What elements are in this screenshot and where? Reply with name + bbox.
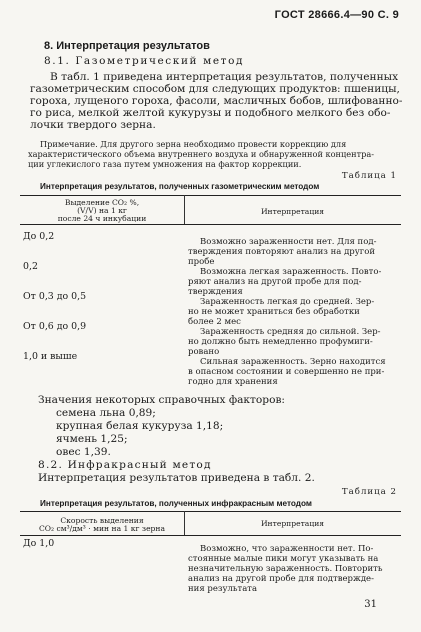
table-1-row-text: Сильная зараженность. Зерно находится: [200, 357, 386, 367]
table-1-row-value: 1,0 и выше: [23, 351, 78, 362]
section-8-title: 8. Интерпретация результатов: [44, 40, 210, 52]
table-1-row-text: ряют анализ на другой пробе для под-: [188, 277, 362, 287]
table-1-row-value: От 0,3 до 0,5: [23, 291, 87, 302]
table-2-caption: Интерпретация результатов, полученных инфракрасным методом: [40, 499, 312, 508]
table-1-row-value: От 0,6 до 0,9: [23, 321, 87, 332]
table-1-col1-header-line: после 24 ч инкубации: [57, 214, 147, 223]
table-2-row-text: Возможно, что зараженности нет. По-: [200, 544, 374, 554]
table-1-col1-header-line: (V/V) на 1 кг: [77, 206, 127, 215]
table-2-col1-header-line: CO₂ см³/дм³ · мин на 1 кг зерна: [38, 524, 166, 533]
table-2-col1-header-line: Скорость выделения: [60, 516, 144, 525]
table-1-row-text: тверждения повторяют анализ на другой: [188, 247, 375, 257]
factor-item: крупная белая кукуруза 1,18;: [56, 420, 224, 432]
table-1-row-text: Возможно зараженности нет. Для под-: [200, 237, 377, 247]
table-2-label: Таблица 2: [341, 487, 397, 497]
table-1-col1-header-line: Выделение CO₂ %,: [64, 198, 140, 207]
paragraph-line: лочки твердого зерна.: [30, 119, 156, 131]
table-1-label: Таблица 1: [341, 171, 397, 181]
table-1-row-value: До 0,2: [23, 231, 55, 242]
table-1-row-text: годно для хранения: [188, 377, 278, 387]
page-number: 31: [364, 599, 377, 610]
table-1-row-text: в опасном состоянии и совершенно не при-: [188, 367, 385, 377]
table-1-row-text: пробе: [188, 257, 215, 267]
table-1-top-rule: [20, 195, 401, 196]
table-1-caption: Интерпретация результатов, полученных газометрическим методом: [40, 182, 320, 191]
table-2-header-rule: [20, 535, 401, 536]
note-line: характеристического объема внутреннего воздуха и обнаруженной концентра-: [28, 149, 374, 159]
paragraph-line: го риса, мелкой желтой кукурузы и подобного мелкого без обо-: [30, 107, 391, 119]
table-1-row-text: Зараженность легкая до средней. Зер-: [200, 297, 375, 307]
table-2-row-value: До 1,0: [23, 538, 55, 549]
table-1-row-text: ровано: [188, 347, 220, 357]
table-2-row-text: стоянные малые пики могут указывать на: [188, 554, 379, 564]
note-line: Примечание. Для другого зерна необходимо провести коррекцию для: [40, 139, 347, 149]
table-2-row-text: ния результата: [188, 584, 258, 594]
table-2-row-text: анализ на другой пробе для подтвержде-: [188, 574, 374, 584]
note-line: ции углекислого газа путем умножения на фактор коррекции.: [28, 159, 302, 169]
table-1-row-text: но должно быть немедленно профумиги-: [188, 337, 373, 347]
table-1-row-text: более 2 мес: [188, 317, 241, 327]
factor-item: семена льна 0,89;: [56, 407, 156, 419]
table-2-top-rule: [20, 511, 401, 512]
factors-intro: Значения некоторых справочных факторов:: [38, 394, 285, 406]
paragraph-line: гороха, лущеного гороха, фасоли, масличных бобов, шлифованно-: [30, 95, 403, 107]
factor-item: овес 1,39.: [56, 446, 111, 458]
paragraph-line: газометрическим способом для следующих продуктов: пшеницы,: [30, 83, 400, 95]
section-8-1-title: 8.1. Газометрический метод: [44, 55, 245, 67]
table-1-row-text: Зараженность средняя до сильной. Зер-: [200, 327, 381, 337]
paragraph-line: В табл. 1 приведена интерпретация результатов, полученных: [50, 71, 399, 83]
table-1-header-rule: [20, 224, 401, 225]
table-1-row-value: 0,2: [23, 261, 38, 272]
table-1-row-text: но не может храниться без обработки: [188, 307, 360, 317]
table-2-col2-header: Интерпретация: [260, 519, 325, 528]
table-2-row-text: незначительную зараженность. Повторить: [188, 564, 383, 574]
table-1-row-text: тверждения: [188, 287, 243, 297]
section-8-2-text: Интерпретация результатов приведена в табл. 2.: [38, 472, 315, 484]
table-1-col2-header: Интерпретация: [260, 207, 325, 216]
section-8-2-title: 8.2. Инфракрасный метод: [38, 459, 212, 471]
factor-item: ячмень 1,25;: [56, 433, 128, 445]
standard-header: ГОСТ 28666.4—90 С. 9: [274, 9, 399, 21]
table-1-row-text: Возможна легкая зараженность. Повто-: [200, 267, 382, 277]
